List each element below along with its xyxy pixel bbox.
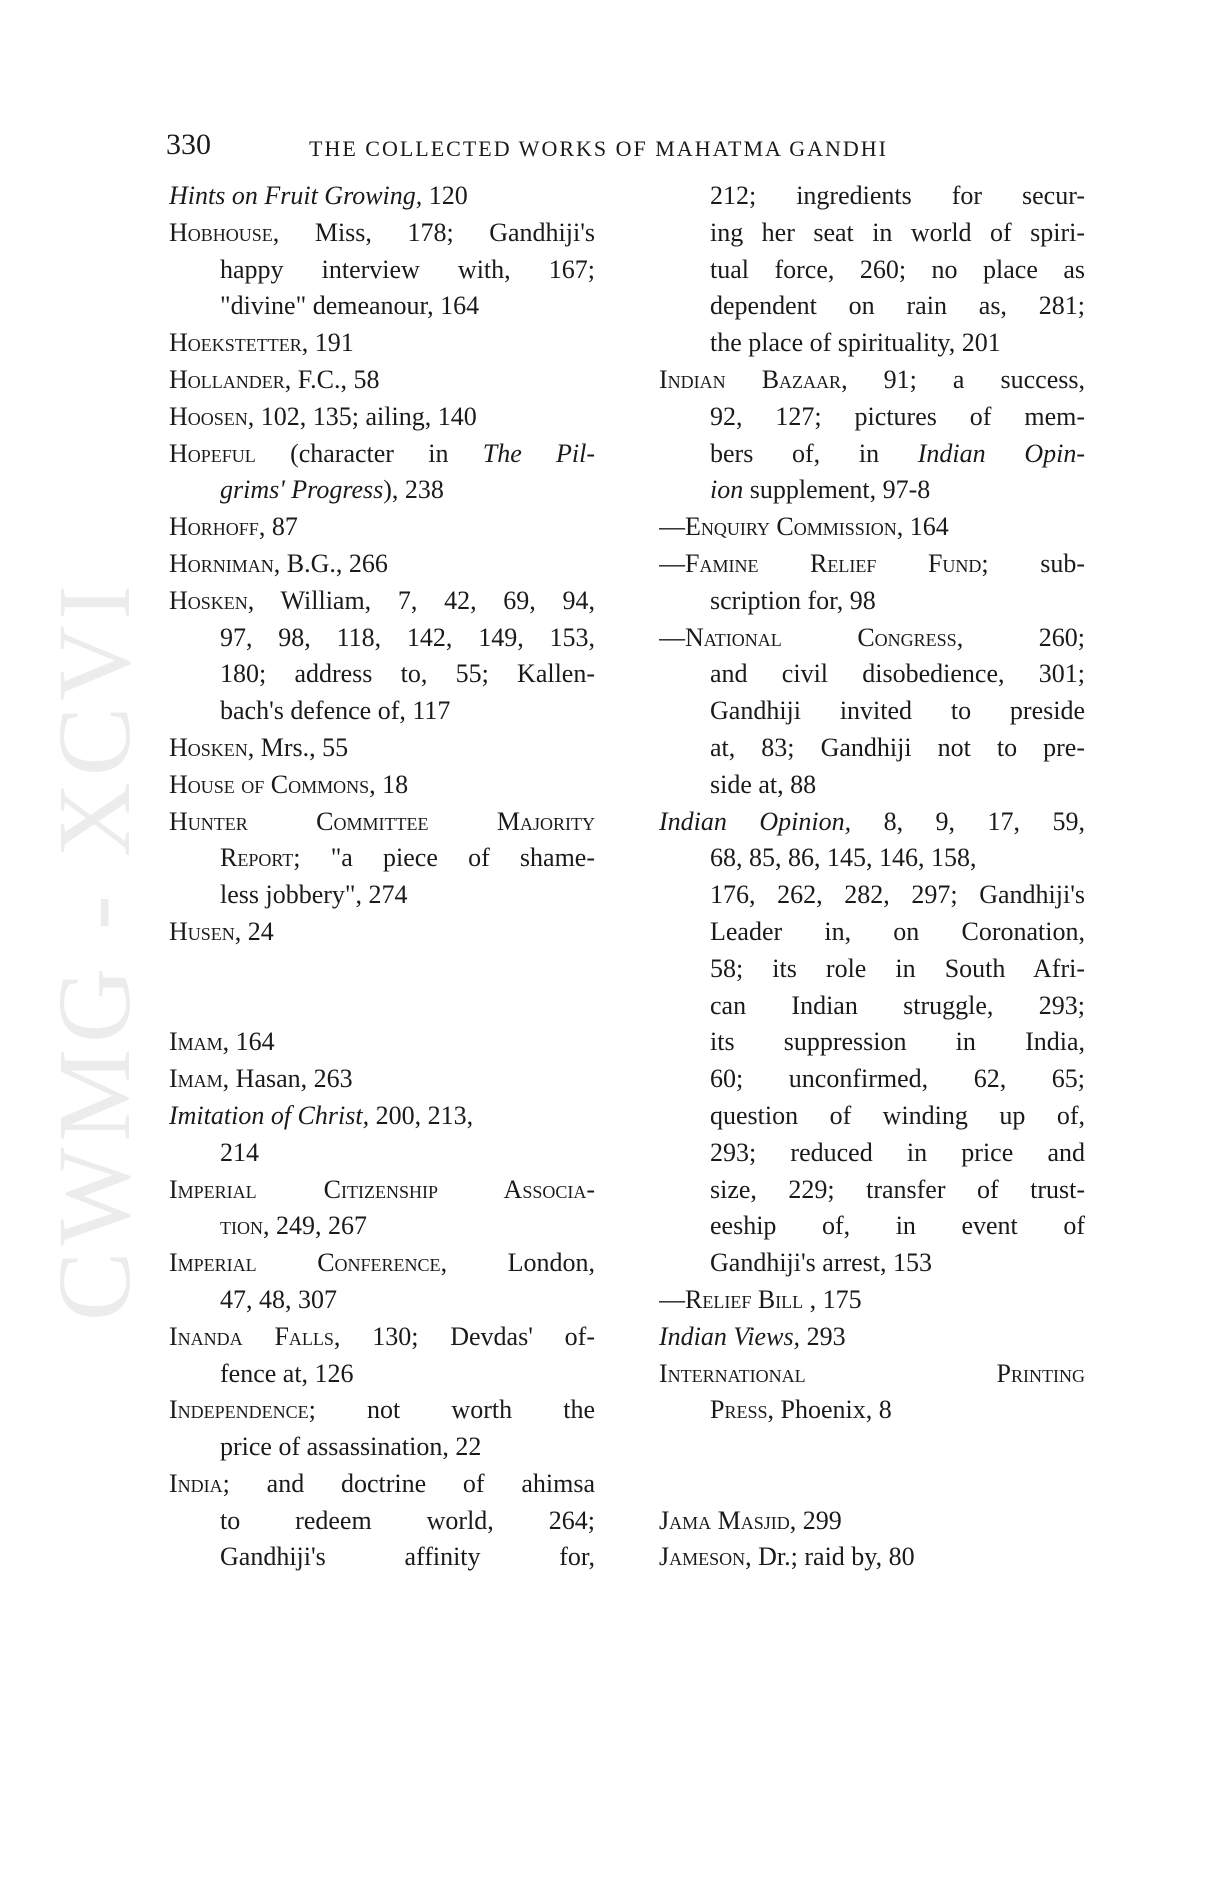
index-line (659, 840, 1085, 877)
index-heading: Report (220, 843, 294, 873)
index-text: , 164 (222, 1027, 275, 1057)
index-text: , 260; (956, 622, 1085, 652)
index-heading: Horniman (169, 548, 274, 578)
index-line (169, 1208, 595, 1245)
index-text: — (659, 1284, 685, 1314)
index-line (169, 178, 595, 215)
index-heading: National Congress (685, 622, 957, 652)
index-line (169, 1429, 595, 1466)
index-text: happy interview with, 167; (220, 254, 595, 284)
title-italic: grims' Progress (220, 475, 384, 505)
index-text: size, 229; transfer of trust- (710, 1174, 1085, 1204)
index-line (659, 1061, 1085, 1098)
index-text: Gandhiji's arrest, 153 (710, 1248, 933, 1278)
index-heading: Husen (169, 916, 235, 946)
index-line (169, 730, 595, 767)
index-text: question of winding up of, (710, 1100, 1085, 1130)
index-text: , B.G., 266 (273, 548, 388, 578)
index-line (169, 215, 595, 252)
blank-line (659, 1429, 1085, 1466)
index-line (659, 288, 1085, 325)
index-line (169, 1098, 595, 1135)
index-text: , 175 (803, 1284, 862, 1314)
title-italic: Hints on Fruit Growing, (169, 181, 423, 210)
index-line (659, 1282, 1085, 1319)
index-line (659, 215, 1085, 252)
index-text: , Mrs., 55 (247, 732, 349, 762)
index-text: 200, 213, (369, 1100, 474, 1130)
index-line (169, 1466, 595, 1503)
index-text: , 24 (234, 916, 274, 946)
index-text: 120 (422, 181, 468, 210)
index-text: 176, 262, 282, 297; Gandhiji's (710, 880, 1085, 910)
index-column-left (169, 178, 595, 1576)
index-line (169, 1245, 595, 1282)
index-text: , 102, 135; ailing, 140 (247, 401, 477, 431)
index-text: 214 (220, 1137, 259, 1167)
index-heading: Independence (169, 1395, 309, 1425)
index-text: , 191 (301, 328, 354, 358)
index-line (169, 804, 595, 841)
blank-line (659, 1466, 1085, 1503)
index-text: ing her seat in world of spiri- (710, 217, 1085, 247)
index-line (169, 1024, 595, 1061)
index-text: , 164 (896, 512, 949, 542)
index-text: — (659, 622, 685, 652)
index-text: 293 (800, 1321, 846, 1351)
index-line (169, 288, 595, 325)
watermark: CWMG - XCVI (37, 579, 152, 1321)
index-text: — (659, 548, 685, 578)
index-text: "divine" demeanour, 164 (220, 291, 480, 321)
blank-line (169, 988, 595, 1025)
index-text: , 299 (789, 1505, 842, 1535)
index-line (659, 178, 1085, 215)
index-line (659, 1208, 1085, 1245)
index-text: ; and doctrine of ahimsa (222, 1468, 595, 1498)
index-text: , London, (440, 1248, 595, 1278)
index-line (169, 914, 595, 951)
index-line (169, 1503, 595, 1540)
title-italic: Indian Views, (659, 1321, 801, 1351)
index-line (169, 472, 595, 509)
index-heading: Enquiry Commission (685, 512, 897, 542)
index-heading: Imam (169, 1064, 223, 1094)
index-text: Gandhiji's affinity for, (220, 1542, 595, 1572)
title-italic: Indian Opinion, (659, 806, 852, 836)
index-text: bach's defence of, 117 (220, 696, 451, 726)
title-italic: Indian Opin- (917, 438, 1085, 468)
index-text: , F.C., 58 (284, 364, 380, 394)
index-line (659, 877, 1085, 914)
index-text: and civil disobedience, 301; (710, 659, 1085, 689)
title-italic: Imitation of Christ, (169, 1100, 370, 1130)
index-line (169, 656, 595, 693)
index-line (659, 1356, 1085, 1393)
index-heading: International Printing (659, 1358, 1085, 1388)
index-heading: Hopeful (169, 438, 256, 468)
index-text: the place of spirituality, 201 (710, 328, 1001, 358)
index-line (659, 1172, 1085, 1209)
index-text: 60; unconfirmed, 62, 65; (710, 1064, 1085, 1094)
index-heading: Relief Bill (685, 1284, 804, 1314)
index-text: , Hasan, 263 (222, 1064, 353, 1094)
index-heading: Hollander (169, 364, 285, 394)
blank-line (169, 951, 595, 988)
index-text: scription for, 98 (710, 585, 876, 615)
index-line (659, 325, 1085, 362)
index-text: 212; ingredients for secur- (710, 181, 1085, 210)
index-line (659, 583, 1085, 620)
index-text: ), 238 (383, 475, 444, 505)
index-line (659, 436, 1085, 473)
index-line (169, 1282, 595, 1319)
index-text: 180; address to, 55; Kallen- (220, 659, 595, 689)
running-title: THE COLLECTED WORKS OF MAHATMA GANDHI (309, 136, 888, 161)
index-text: , 18 (369, 769, 409, 799)
index-line (169, 767, 595, 804)
index-line (169, 877, 595, 914)
index-line (169, 509, 595, 546)
index-text: , Phoenix, 8 (767, 1395, 892, 1425)
title-italic: ion (710, 475, 744, 505)
index-heading: Imam (169, 1027, 223, 1057)
index-line (659, 951, 1085, 988)
index-text: 58; its role in South Afri- (710, 953, 1085, 983)
index-text: 97, 98, 118, 142, 149, 153, (220, 622, 595, 652)
index-line (659, 509, 1085, 546)
index-text: 68, 85, 86, 145, 146, 158, (710, 843, 977, 873)
index-text: side at, 88 (710, 769, 817, 799)
index-line (659, 399, 1085, 436)
index-line (659, 472, 1085, 509)
index-text: price of assassination, 22 (220, 1432, 482, 1462)
index-text: its suppression in India, (710, 1027, 1085, 1057)
index-text: Leader in, on Coronation, (710, 916, 1085, 946)
title-italic: The Pil- (482, 438, 595, 468)
index-line (169, 1319, 595, 1356)
index-line (169, 620, 595, 657)
index-line (169, 362, 595, 399)
index-column-right (659, 178, 1085, 1576)
index-text: Gandhiji invited to preside (710, 696, 1085, 726)
index-line (169, 1135, 595, 1172)
index-line (659, 1392, 1085, 1429)
index-heading: India (169, 1468, 223, 1498)
index-text: , 91; a success, (841, 364, 1085, 394)
page-number: 330 (166, 128, 211, 161)
index-text: ; not worth the (308, 1395, 595, 1425)
index-text: , 249, 267 (263, 1211, 367, 1241)
index-text: supplement, 97-8 (743, 475, 931, 505)
index-text: ; "a piece of shame- (293, 843, 595, 873)
index-line (659, 693, 1085, 730)
index-line (169, 1061, 595, 1098)
index-line (169, 583, 595, 620)
index-line (169, 1392, 595, 1429)
index-line (659, 767, 1085, 804)
index-line (659, 914, 1085, 951)
index-line (659, 988, 1085, 1025)
index-text: fence at, 126 (220, 1358, 354, 1388)
index-text: , 130; Devdas' of- (333, 1321, 595, 1351)
index-heading: Famine Relief Fund (685, 548, 982, 578)
index-text: 47, 48, 307 (220, 1284, 337, 1314)
index-line (169, 436, 595, 473)
index-heading: Hoekstetter (169, 328, 302, 358)
index-text: 92, 127; pictures of mem- (710, 401, 1085, 431)
index-heading: Hobhouse (169, 217, 273, 247)
index-line (659, 620, 1085, 657)
index-text: at, 83; Gandhiji not to pre- (710, 732, 1085, 762)
index-heading: Imperial Conference (169, 1248, 441, 1278)
index-text: dependent on rain as, 281; (710, 291, 1085, 321)
index-line (169, 546, 595, 583)
index-line (169, 252, 595, 289)
index-heading: tion (220, 1211, 263, 1241)
index-text: to redeem world, 264; (220, 1505, 595, 1535)
index-heading: Hunter Committee Majority (169, 806, 595, 836)
index-text: , 87 (258, 512, 298, 542)
index-line (659, 546, 1085, 583)
index-line (659, 1245, 1085, 1282)
index-line (169, 693, 595, 730)
index-text: bers of, in (710, 438, 918, 468)
index-text: , William, 7, 42, 69, 94, (247, 585, 595, 615)
index-line (659, 1319, 1085, 1356)
index-line (659, 1539, 1085, 1576)
index-line (169, 840, 595, 877)
index-line (659, 1135, 1085, 1172)
index-heading: Jameson (659, 1542, 746, 1572)
index-text: — (659, 512, 685, 542)
index-line (169, 1356, 595, 1393)
index-line (169, 1172, 595, 1209)
index-line (659, 362, 1085, 399)
index-line (659, 1024, 1085, 1061)
index-line (659, 1503, 1085, 1540)
index-heading: Press (710, 1395, 768, 1425)
index-text: ; sub- (981, 548, 1085, 578)
index-heading: Imperial Citizenship Associa- (169, 1174, 595, 1204)
index-line (659, 656, 1085, 693)
index-text: (character in (255, 438, 483, 468)
index-line (659, 730, 1085, 767)
index-line (659, 1098, 1085, 1135)
index-heading: Inanda Falls (169, 1321, 334, 1351)
index-text: , Miss, 178; Gandhiji's (272, 217, 595, 247)
index-line (659, 804, 1085, 841)
index-line (659, 252, 1085, 289)
index-text: 293; reduced in price and (710, 1137, 1085, 1167)
index-text: tual force, 260; no place as (710, 254, 1085, 284)
index-line (169, 399, 595, 436)
index-text: less jobbery", 274 (220, 880, 408, 910)
index-text: can Indian struggle, 293; (710, 990, 1085, 1020)
index-heading: House of Commons (169, 769, 370, 799)
index-text: , Dr.; raid by, 80 (745, 1542, 915, 1572)
index-heading: Hosken (169, 585, 248, 615)
index-heading: Jama Masjid (659, 1505, 790, 1535)
index-heading: Indian Bazaar (659, 364, 842, 394)
index-heading: Hoosen (169, 401, 248, 431)
index-heading: Hosken (169, 732, 248, 762)
index-line (169, 1539, 595, 1576)
index-heading: Horhoff (169, 512, 259, 542)
index-text: 8, 9, 17, 59, (851, 806, 1085, 836)
index-line (169, 325, 595, 362)
index-text: eeship of, in event of (710, 1211, 1085, 1241)
